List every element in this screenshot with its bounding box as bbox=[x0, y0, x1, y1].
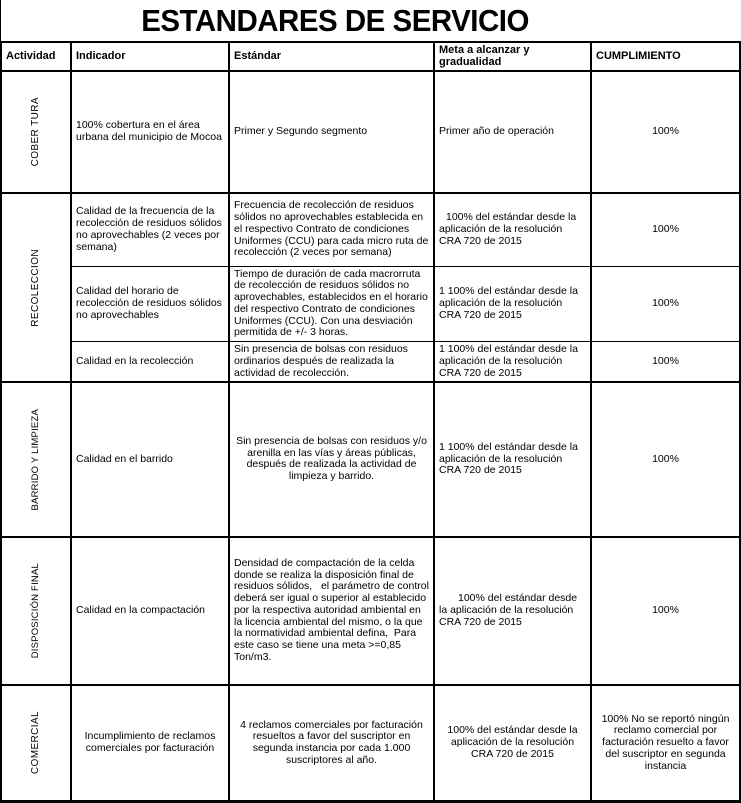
activity-cell-disposicion bbox=[1, 537, 71, 685]
standards-table bbox=[0, 41, 741, 803]
activity-cell-recoleccion bbox=[1, 193, 71, 382]
cumplimiento-cell: 100% bbox=[591, 193, 740, 266]
page-title: ESTANDARES DE SERVICIO bbox=[141, 2, 529, 38]
estandar-cell: Tiempo de duración de cada macrorruta de recolección de residuos sólidos no aprovechables, establecidos en el horario del respectivo Contrato de condiciones Uniformes (CCU). Con una desviación permitida de +/- 3 horas. bbox=[229, 266, 434, 342]
meta-cell: 100% del estándar desde la aplicación de la resolución CRA 720 de 2015 bbox=[434, 537, 591, 685]
activity-cell-barrido bbox=[1, 382, 71, 536]
activity-cell-comercial bbox=[1, 685, 71, 802]
estandar-cell: Frecuencia de recolección de residuos sólidos no aprovechables establecida en el respectivo Contrato de condiciones Uniformes (CCU) para cada micro ruta de recolección (2 veces por semana) bbox=[229, 193, 434, 266]
estandar-cell: Primer y Segundo segmento bbox=[229, 71, 434, 193]
estandar-cell: Sin presencia de bolsas con residuos ordinarios después de realizada la actividad de recolección. bbox=[229, 342, 434, 383]
activity-cell-cobertura bbox=[1, 71, 71, 193]
meta-cell: Primer año de operación bbox=[434, 71, 591, 193]
column-header-cumplimiento: CUMPLIMIENTO bbox=[591, 42, 740, 71]
activity-label: BARRIDO Y LIMPIEZA bbox=[29, 408, 41, 511]
column-header-indicador: Indicador bbox=[71, 42, 229, 71]
table-row bbox=[1, 71, 740, 193]
table-row bbox=[1, 342, 740, 383]
table-row bbox=[1, 537, 740, 685]
column-header-actividad: Actividad bbox=[1, 42, 71, 71]
estandar-cell: 4 reclamos comerciales por facturación resueltos a favor del suscriptor en segunda instancia por cada 1.000 suscriptores al año. bbox=[229, 685, 434, 802]
indicador-cell: Incumplimiento de reclamos comerciales por facturación bbox=[71, 685, 229, 802]
activity-label: COMERCIAL bbox=[30, 711, 42, 775]
meta-cell: 1 100% del estándar desde la aplicación de la resolución CRA 720 de 2015 bbox=[434, 382, 591, 536]
activity-label: DISPOSICIÓN FINAL bbox=[29, 563, 41, 659]
title-bar bbox=[0, 0, 739, 41]
indicador-cell: Calidad en la recolección bbox=[71, 342, 229, 383]
meta-cell: 1 100% del estándar desde la aplicación de la resolución CRA 720 de 2015 bbox=[434, 266, 591, 342]
indicador-cell: Calidad de la frecuencia de la recolección de residuos sólidos no aprovechables (2 veces por semana) bbox=[71, 193, 229, 266]
estandar-cell: Sin presencia de bolsas con residuos y/o arenilla en las vías y áreas públicas, después de realizada la actividad de limpieza y barrido. bbox=[229, 382, 434, 536]
table-row bbox=[1, 382, 740, 536]
cumplimiento-cell: 100% bbox=[591, 382, 740, 536]
activity-label: RECOLECCION bbox=[30, 248, 42, 327]
table-row bbox=[1, 266, 740, 342]
header-row bbox=[1, 42, 740, 71]
column-header-estandar: Estándar bbox=[229, 42, 434, 71]
indicador-cell: 100% cobertura en el área urbana del municipio de Mocoa bbox=[71, 71, 229, 193]
cumplimiento-cell: 100% bbox=[591, 537, 740, 685]
table-row bbox=[1, 685, 740, 802]
indicador-cell: Calidad del horario de recolección de residuos sólidos no aprovechables bbox=[71, 266, 229, 342]
indicador-cell: Calidad en la compactación bbox=[71, 537, 229, 685]
estandar-cell: Densidad de compactación de la celda donde se realiza la disposición final de residuos sólidos, el parámetro de control deberá ser igual o superior al establecido por la respectiva autoridad ambiental en la licencia ambiental del mismo, o la que la normatividad ambiental defina, Para este caso se tiene una meta >=0,85 Ton/m3. bbox=[229, 537, 434, 685]
meta-cell: 100% del estándar desde la aplicación de la resolución CRA 720 de 2015 bbox=[434, 193, 591, 266]
activity-label: COBER TURA bbox=[30, 97, 42, 167]
column-header-meta: Meta a alcanzar y gradualidad bbox=[434, 42, 591, 71]
cumplimiento-cell: 100% bbox=[591, 342, 740, 383]
meta-cell: 100% del estándar desde la aplicación de la resolución CRA 720 de 2015 bbox=[434, 685, 591, 802]
cumplimiento-cell: 100% bbox=[591, 71, 740, 193]
cumplimiento-cell: 100% No se reportó ningún reclamo comercial por facturación resuelto a favor del suscriptor en segunda instancia bbox=[591, 685, 740, 802]
indicador-cell: Calidad en el barrido bbox=[71, 382, 229, 536]
cumplimiento-cell: 100% bbox=[591, 266, 740, 342]
meta-cell: 1 100% del estándar desde la aplicación de la resolución CRA 720 de 2015 bbox=[434, 342, 591, 383]
table-row bbox=[1, 193, 740, 266]
